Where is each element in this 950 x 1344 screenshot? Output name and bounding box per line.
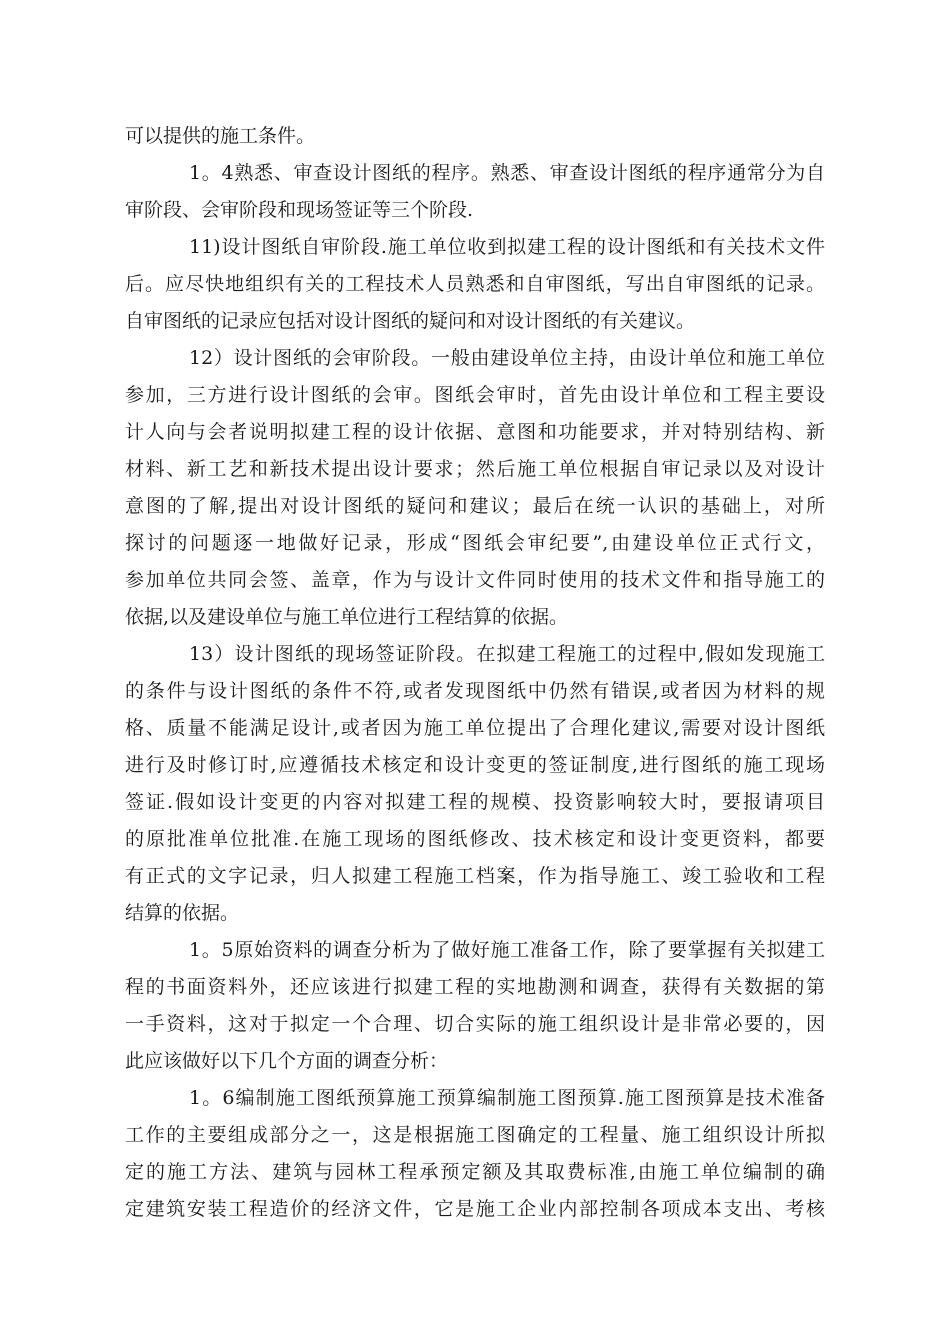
text-line: 结算的依据。: [125, 902, 240, 924]
text-line: 探讨的问题逐一地做好记录，形成“图纸会审纪要”,由建设单位正式行文，: [125, 532, 825, 554]
text-line: 签证.假如设计变更的内容对拟建工程的规模、投资影响较大时，要报请项目: [125, 791, 825, 813]
text-line: 自审图纸的记录应包括对设计图纸的疑问和对设计图纸的有关建议。: [125, 310, 696, 332]
text-line: 的原批准单位批准.在施工现场的图纸修改、技术核定和设计变更资料，都要: [125, 828, 825, 850]
text-line: 意图的了解,提出对设计图纸的疑问和建议；最后在统一认识的基础上，对所: [125, 495, 825, 517]
text-line: 一手资料，这对于拟定一个合理、切合实际的施工组织设计是非常必要的，因: [125, 1013, 825, 1035]
text-line: 可以提供的施工条件。: [125, 125, 316, 147]
text-line: 11)设计图纸自审阶段.施工单位收到拟建工程的设计图纸和有关技术文件: [189, 236, 825, 258]
text-line: 进行及时修订时,应遵循技术核定和设计变更的签证制度,进行图纸的施工现场: [125, 754, 825, 776]
text-line: 参加，三方进行设计图纸的会审。图纸会审时，首先由设计单位和工程主要设: [125, 384, 825, 406]
text-line: 12）设计图纸的会审阶段。一般由建设单位主持，由设计单位和施工单位: [189, 347, 825, 369]
text-line: 1。5原始资料的调查分析为了做好施工准备工作，除了要掌握有关拟建工: [189, 939, 825, 961]
text-line: 审阶段、会审阶段和现场签证等三个阶段.: [125, 199, 474, 221]
text-line: 材料、新工艺和新技术提出设计要求；然后施工单位根据自审记录以及对设计: [125, 458, 825, 480]
text-line: 此应该做好以下几个方面的调查分析：: [125, 1050, 449, 1072]
text-line: 依据,以及建设单位与施工单位进行工程结算的依据。: [125, 606, 569, 628]
text-line: 定的施工方法、建筑与园林工程承预定额及其取费标准,由施工单位编制的确: [125, 1161, 825, 1183]
text-line: 的条件与设计图纸的条件不符,或者发现图纸中仍然有错误,或者因为材料的规: [125, 680, 825, 702]
text-line: 格、质量不能满足设计,或者因为施工单位提出了合理化建议,需要对设计图纸: [125, 717, 825, 739]
document-body: [125, 118, 825, 1228]
text-line: 定建筑安装工程造价的经济文件，它是施工企业内部控制各项成本支出、考核: [125, 1198, 825, 1220]
text-line: 参加单位共同会签、盖章，作为与设计文件同时使用的技术文件和指导施工的: [125, 569, 825, 591]
text-line: 计人向与会者说明拟建工程的设计依据、意图和功能要求，并对特别结构、新: [125, 421, 825, 443]
text-line: 程的书面资料外，还应该进行拟建工程的实地勘测和调查，获得有关数据的第: [125, 976, 825, 998]
text-line: 工作的主要组成部分之一，这是根据施工图确定的工程量、施工组织设计所拟: [125, 1124, 825, 1146]
text-line: 1。6编制施工图纸预算施工预算编制施工图预算.施工图预算是技术准备: [189, 1087, 825, 1109]
text-line: 有正式的文字记录，归人拟建工程施工档案，作为指导施工、竣工验收和工程: [125, 865, 825, 887]
text-line: 后。应尽快地组织有关的工程技术人员熟悉和自审图纸，写出自审图纸的记录。: [125, 273, 825, 295]
text-line: 1。4熟悉、审查设计图纸的程序。熟悉、审查设计图纸的程序通常分为自: [189, 162, 825, 184]
text-line: 13）设计图纸的现场签证阶段。在拟建工程施工的过程中,假如发现施工: [189, 643, 825, 665]
